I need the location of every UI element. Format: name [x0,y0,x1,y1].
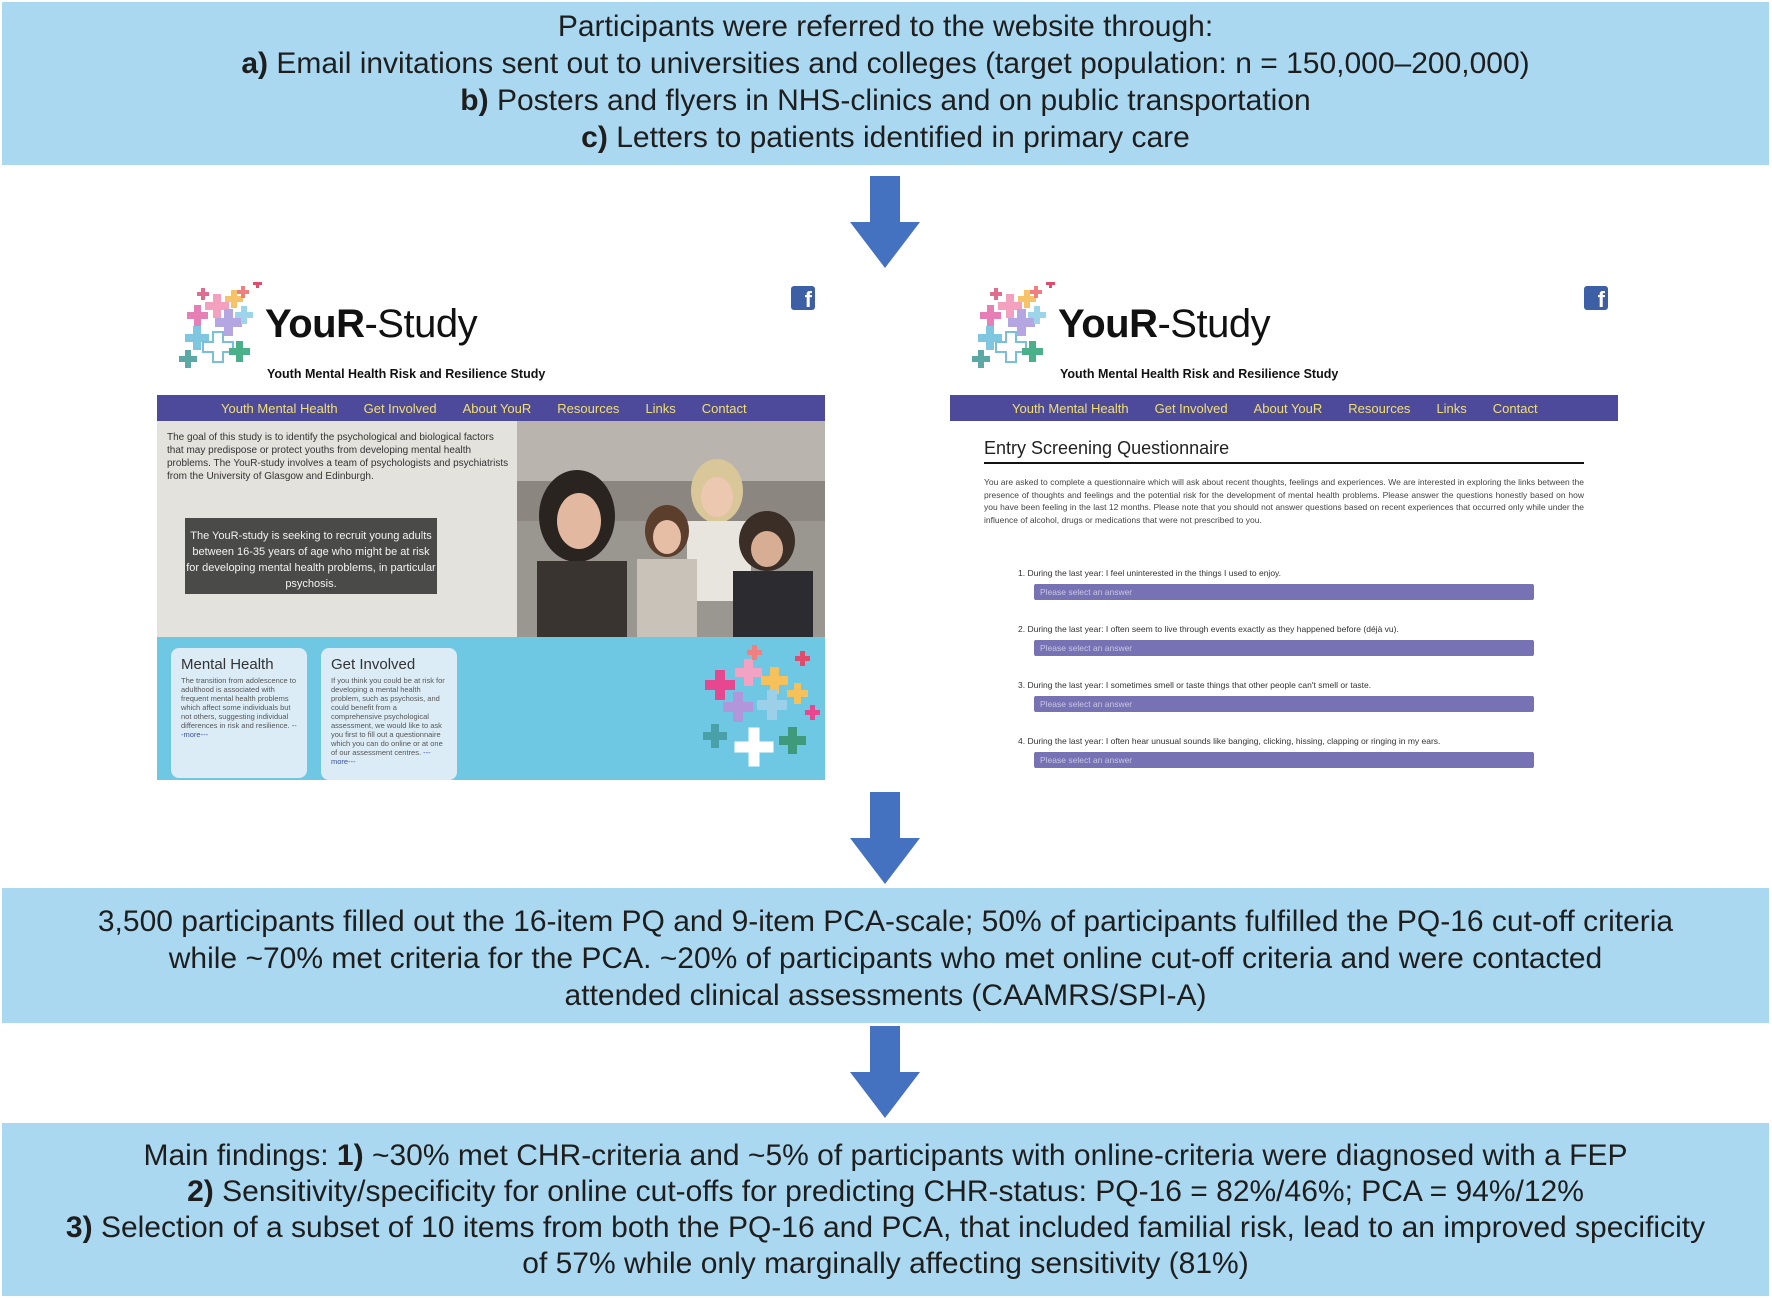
facebook-icon[interactable]: f [791,286,815,310]
referral-item-c: c) Letters to patients identified in primary care [581,121,1190,154]
question-2: 2. During the last year: I often seem to live through events exactly as they happened before (déjà vu). [1018,624,1399,634]
down-arrow-icon [850,1026,920,1118]
get-involved-card[interactable] [321,648,457,780]
question-4: 4. During the last year: I often hear unusual sounds like banging, clicking, hissing, clapping or ringing in my ears. [1018,736,1441,746]
homepage-screenshot [155,280,827,780]
facebook-icon[interactable]: f [1584,286,1608,310]
answer-select-1[interactable]: Please select an answer [1034,584,1534,600]
referral-box [2,2,1769,165]
referral-heading: Participants were referred to the website through: [557,10,1214,43]
referral-item-a: a) Email invitations sent out to universities and colleges (target population: n = 150,000–200,000) [241,47,1530,80]
question-3: 3. During the last year: I sometimes smell or taste things that other people can't smell or taste. [1018,680,1372,690]
hero-area [157,421,825,637]
brand-title: YouR-Study [265,302,478,346]
card-title: Mental Health [181,656,274,673]
question-1: 1. During the last year: I feel uninterested in the things I used to enjoy. [1018,568,1282,578]
finding-2: 2) Sensitivity/specificity for online cut-offs for predicting CHR-status: PQ-16 = 82%/46%; PCA = 94%/12% [187,1175,1584,1208]
finding-3: 3) Selection of a subset of 10 items from both the PQ-16 and PCA, that included familial risk, lead to an improved specificity [65,1211,1706,1244]
nav-get-involved[interactable]: Get Involved [363,400,437,416]
main-nav [950,395,1618,421]
participants-line-3: attended clinical assessments (CAAMRS/SPI-A) [564,979,1207,1012]
brand-title: YouR-Study [1058,302,1271,346]
main-nav [157,395,825,421]
title-divider [984,462,1584,464]
referral-item-b: b) Posters and flyers in NHS-clinics and on public transportation [460,84,1311,117]
answer-select-2[interactable]: Please select an answer [1034,640,1534,656]
card-title: Get Involved [331,656,416,673]
answer-select-3[interactable]: Please select an answer [1034,696,1534,712]
nav-contact[interactable]: Contact [701,400,747,416]
questionnaire-intro: You are asked to complete a questionnaire which will ask about recent thoughts, feelings and experiences. We are interested in exploring the links between the presence of thoughts and feelings and the potential risk for the development of mental health problems. Please answer the questions honestly based on how you have been feeling in the last 12 months. Please note that you should not answer questions based on recent experiences that occurred only while under the influence of alcohol, drugs or medications that were not prescribed to you. [984,477,1584,525]
brand-subtitle: Youth Mental Health Risk and Resilience Study [267,367,546,381]
nav-youth-mental-health[interactable]: Youth Mental Health [1012,400,1129,416]
participants-line-2: while ~70% met criteria for the PCA. ~20% of participants who met online cut-off criteria and were contacted [168,942,1603,975]
nav-links[interactable]: Links [1436,400,1467,416]
crosses-logo-icon [175,282,265,382]
participants-box [2,888,1769,1023]
nav-links[interactable]: Links [645,400,676,416]
nav-get-involved[interactable]: Get Involved [1154,400,1228,416]
more-link[interactable]: ---more--- [181,721,297,739]
card-body: If you think you could be at risk for developing a mental health problem, such as psychosis, and could benefit from a comprehensive psychological assessment, we would like to ask you first to fill out a questionnaire which you can do online or at one of our assessment centres. ---more--- [331,676,445,766]
findings-box [2,1123,1769,1296]
down-arrow-icon [850,176,920,268]
mental-health-card[interactable] [171,648,307,778]
questionnaire-screenshot [948,280,1620,780]
crosses-logo-icon [968,282,1058,382]
answer-select-4[interactable]: Please select an answer [1034,752,1534,768]
hero-photo [517,421,825,637]
hero-intro: The goal of this study is to identify the psychological and biological factors that may predispose or protect youths from developing mental health problems. The YouR-study involves a team of psychologists and psychiatrists from the University of Glasgow and Edinburgh. [167,432,509,482]
finding-3-continued: of 57% while only marginally affecting sensitivity (81%) [522,1247,1249,1280]
finding-1: Main findings: 1) ~30% met CHR-criteria and ~5% of participants with online-criteria were diagnosed with a FEP [143,1139,1628,1172]
participants-line-1: 3,500 participants filled out the 16-item PQ and 9-item PCA-scale; 50% of participants fulfilled the PQ-16 cut-off criteria [97,905,1674,938]
nav-about-your[interactable]: About YouR [462,400,532,416]
nav-resources[interactable]: Resources [557,400,620,416]
questionnaire-title: Entry Screening Questionnaire [984,438,1230,458]
more-link[interactable]: ---more--- [331,748,431,766]
nav-contact[interactable]: Contact [1492,400,1538,416]
crosses-decoration-icon [695,640,825,775]
recruit-callout: The YouR-study is seeking to recruit young adults between 16-35 years of age who might be at risk for developing mental health problems, in particular psychosis. [185,518,437,594]
nav-youth-mental-health[interactable]: Youth Mental Health [221,400,338,416]
nav-resources[interactable]: Resources [1348,400,1411,416]
brand-subtitle: Youth Mental Health Risk and Resilience Study [1060,367,1339,381]
card-body: The transition from adolescence to adulthood is associated with frequent mental health problems which affect some individuals but not others, suggesting individual differences in risk and resilience. ---more--- [181,676,297,739]
down-arrow-icon [850,792,920,884]
nav-about-your[interactable]: About YouR [1253,400,1323,416]
